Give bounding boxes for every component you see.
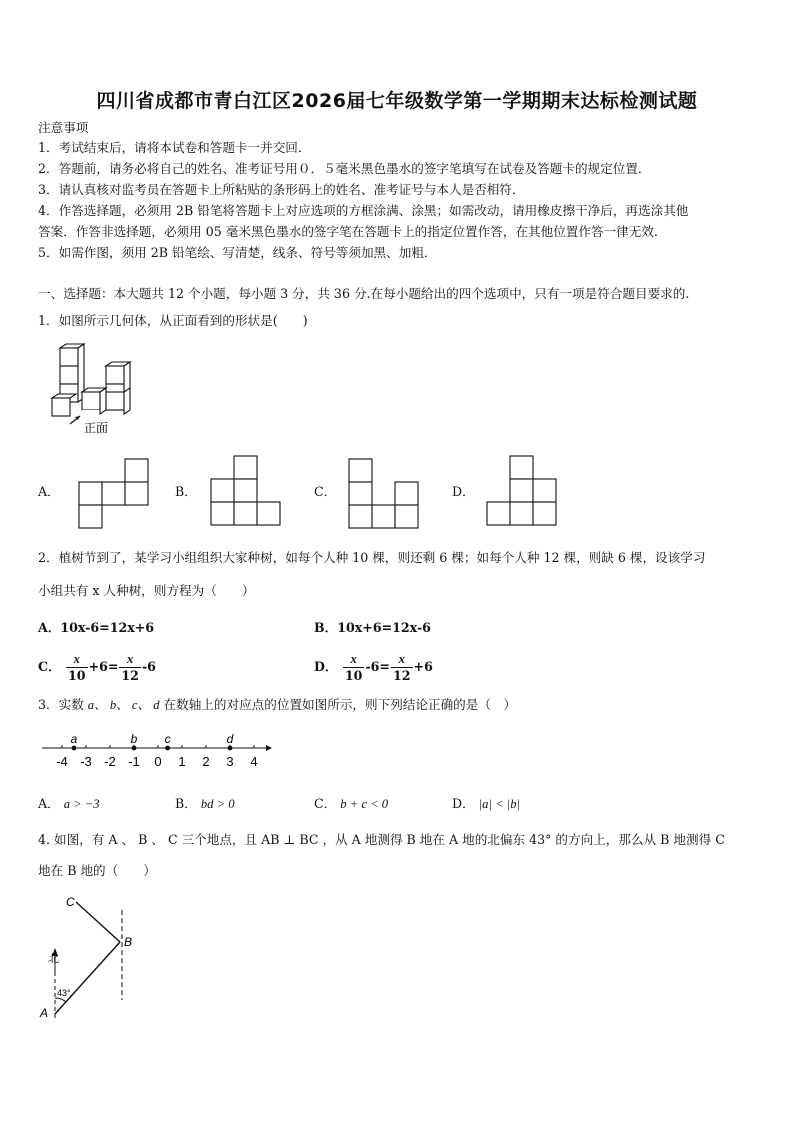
q3-option-c: C． b + c < 0 [314,796,389,811]
q2-option-d: D． $\frac{x}{10}$ -6= $\frac{x}{12}$ +6 [314,652,433,683]
point-label-d: d [226,732,234,746]
q3-number-line [40,728,272,770]
north-label: 北 [48,953,59,965]
q1-option-a-figure [79,459,149,529]
point-b [132,746,137,751]
q1-stem: 1．如图所示几何体，从正面看到的形状是( ) [38,313,308,328]
q4-direction-figure [38,892,138,1028]
axis-tick-label: -2 [104,754,116,769]
notice-item-5: 5．如需作图，须用 2B 铅笔绘、写清楚，线条、符号等须加黑、加粗． [38,245,437,260]
q3-option-d: D． |a| < |b| [452,796,520,811]
axis-tick-label: 0 [154,754,162,769]
axis-tick-label: 4 [250,754,258,769]
axis-tick-label: 1 [178,754,186,769]
q4-stem-line2: 地在 B 地的（ ） [38,863,157,878]
point-c [165,746,170,751]
notice-item-4-cont: 答案．作答非选择题，必须用 05 毫米黑色墨水的签字笔在答题卡上的指定位置作答，在其他位置作答一律无效． [38,224,667,239]
axis-tick-label: -4 [56,754,68,769]
q1-option-c-figure [349,459,419,529]
axis-tick-label: 2 [202,754,210,769]
q3-stem: 3．实数 a、 b、 c、 d 在数轴上的对应点的位置如图所示，则下列结论正确的是（ ） [38,697,517,712]
q1-option-b-figure [211,456,282,527]
q2-stem-line2: 小组共有 x 人种树，则方程为（ ） [38,583,255,598]
q2-option-a: A．10x-6=12x+6 [38,620,155,635]
point-c-label: C [66,895,75,909]
axis-tick-label: -3 [80,754,92,769]
q1-option-d-label: D． [452,484,475,499]
point-d [228,746,233,751]
number-line-arrow [266,745,272,751]
notice-item-3: 3．请认真核对监考员在答题卡上所粘贴的条形码上的姓名、准考证号与本人是否相符． [38,182,525,197]
axis-tick-label: -1 [128,754,140,769]
q2-stem-line1: 2．植树节到了，某学习小组组织大家种树，如每个人种 10 棵，则还剩 6 棵；如每个人种 12 棵，则缺 6 棵，设该学习 [38,550,706,565]
page-title: 四川省成都市青白江区2026届七年级数学第一学期期末达标检测试题 [96,90,698,112]
q2-option-c: C． $\frac{x}{10}$ +6= $\frac{x}{12}$ -6 [38,652,156,683]
point-label-b: b [130,732,138,746]
point-label-c: c [164,732,171,746]
q1-front-label: 正面 [84,421,109,435]
q1-option-c-label: C． [314,484,337,499]
angle-label: 43° [57,988,71,998]
q1-option-a-label: A． [38,484,60,499]
q1-solid-figure [48,344,138,436]
q4-stem-line1: 4. 如图，有 A 、 B 、 C 三个地点，且 AB ⊥ BC ，从 A 地测得 B 地在 A 地的北偏东 43° 的方向上，那么从 B 地测得 C [38,832,725,847]
section1-heading: 一、选择题：本大题共 12 个小题，每小题 3 分，共 36 分.在每小题给出的四个选项中，只有一项是符合题目要求的. [38,286,690,301]
notice-heading: 注意事项 [38,120,89,135]
q3-option-a: A． a > −3 [38,796,100,811]
notice-item-2: 2．答题前，请务必将自己的姓名、准考证号用０．５毫米黑色墨水的签字笔填写在试卷及答题卡的规定位置． [38,161,651,176]
axis-tick-label: 3 [226,754,234,769]
q1-option-b-label: B． [175,484,197,499]
q2-option-b: B．10x+6=12x-6 [314,620,431,635]
q1-option-d-figure [487,456,558,527]
point-b-label: B [124,935,133,949]
point-a [72,746,77,751]
q3-option-b: B． bd > 0 [175,796,235,811]
notice-item-4: 4．作答选择题，必须用 2B 铅笔将答题卡上对应选项的方框涂满、涂黑；如需改动，请用橡皮擦干净后，再选涂其他 [38,203,689,218]
point-label-a: a [70,732,78,746]
notice-item-1: 1．考试结束后，请将本试卷和答题卡一并交回． [38,140,311,155]
point-a-label: A [40,1006,49,1020]
